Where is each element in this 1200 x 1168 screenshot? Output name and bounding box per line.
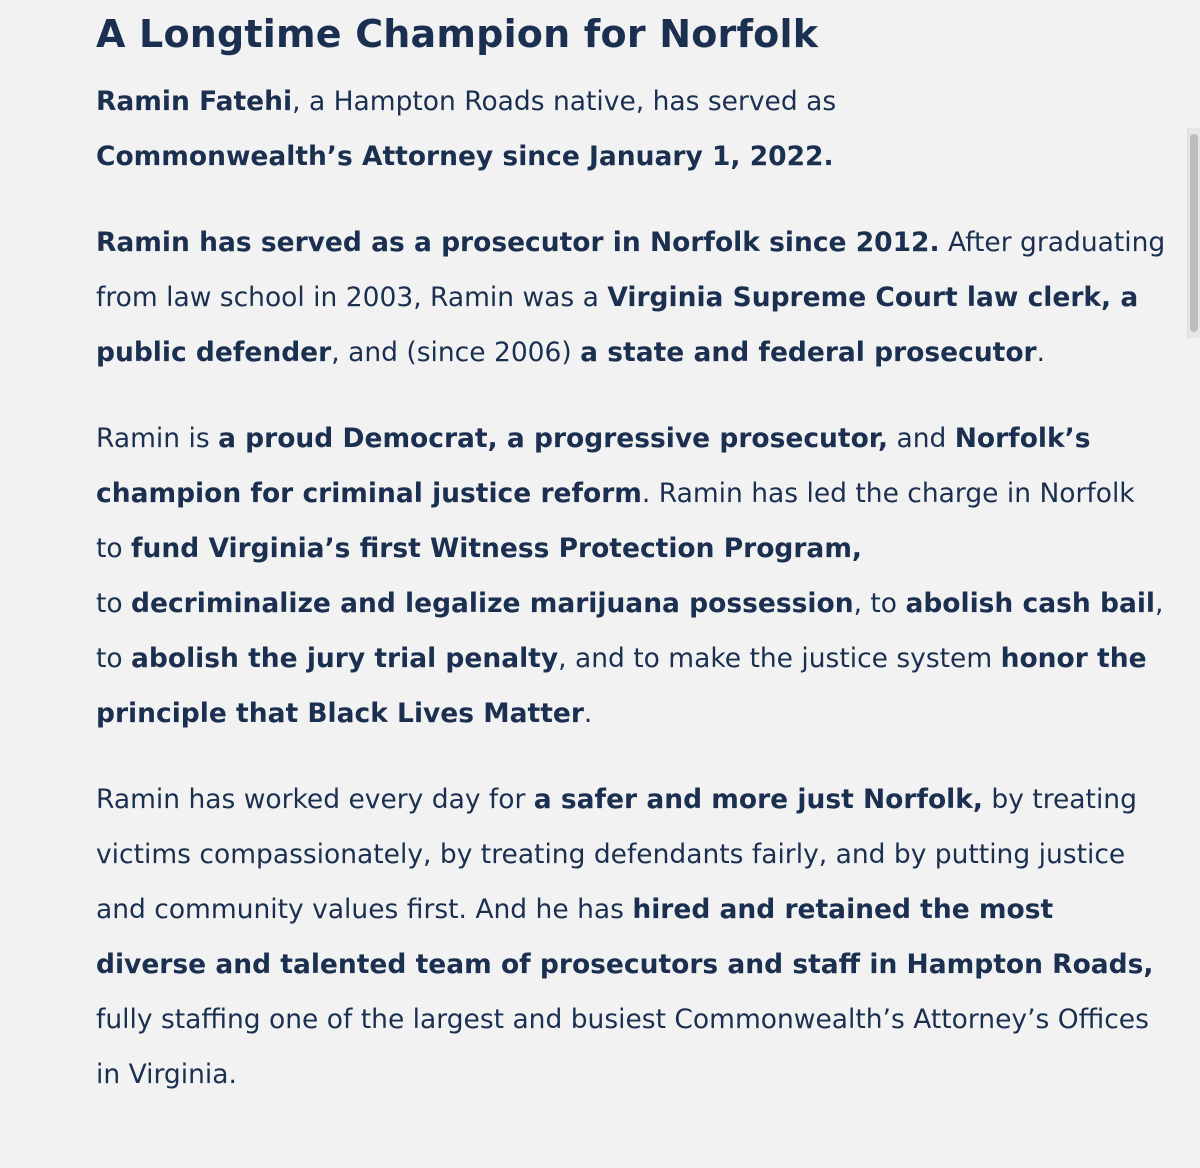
text-segment: honor the principle that Black Lives Matter xyxy=(96,643,1147,729)
text-segment: , to xyxy=(853,588,906,619)
text-segment: Norfolk’s champion for criminal justice reform xyxy=(96,423,1091,509)
article-content xyxy=(96,8,1166,1133)
text-segment: . Ramin has led the charge in Norfolk to xyxy=(96,478,1135,564)
text-segment: Ramin Fatehi xyxy=(96,86,293,117)
text-segment: by treating victims compassionately, by treating defendants fairly, and by putting justice and community values first. And he has xyxy=(96,784,1137,925)
text-segment: Commonwealth’s Attorney since January 1, 2022. xyxy=(96,141,834,172)
text-segment: Ramin has served as a prosecutor in Norfolk since 2012. xyxy=(96,227,940,258)
text-segment: fund Virginia’s first Witness Protection Program, xyxy=(131,533,862,564)
text-segment: hired and retained the most diverse and talented team of prosecutors and staff in Hampton Roads, xyxy=(96,894,1154,980)
vertical-scrollbar[interactable] xyxy=(1187,128,1200,338)
scrollbar-thumb[interactable] xyxy=(1190,134,1198,332)
text-segment: fully staffing one of the largest and busiest Commonwealth’s Attorney’s Offices in Virginia. xyxy=(96,1004,1149,1090)
text-segment: a safer and more just Norfolk, xyxy=(533,784,983,815)
text-segment: Ramin has worked every day for xyxy=(96,784,534,815)
paragraph-team xyxy=(96,772,1166,1102)
text-segment: , and to make the justice system xyxy=(558,643,1001,674)
paragraph-career xyxy=(96,215,1166,380)
text-segment: After graduating from law school in 2003, Ramin was a xyxy=(96,227,1166,313)
text-segment: abolish cash bail xyxy=(905,588,1156,619)
page-title: A Longtime Champion for Norfolk xyxy=(96,12,819,56)
text-segment: , and (since 2006) xyxy=(331,337,581,368)
text-segment: . xyxy=(1036,337,1046,368)
text-segment: a proud Democrat, a progressive prosecutor, xyxy=(218,423,889,454)
text-segment: and xyxy=(888,423,955,454)
text-segment: a state and federal prosecutor xyxy=(580,337,1037,368)
text-segment: , to xyxy=(96,588,1164,674)
text-segment: Virginia Supreme Court law clerk, a public defender xyxy=(96,282,1139,368)
text-segment: Ramin is xyxy=(96,423,219,454)
text-segment: , a Hampton Roads native, has served as xyxy=(292,86,837,117)
text-segment: decriminalize and legalize marijuana possession xyxy=(131,588,854,619)
text-segment: to xyxy=(96,588,132,619)
text-segment: abolish the jury trial penalty xyxy=(131,643,559,674)
text-segment: . xyxy=(583,698,593,729)
paragraph-intro xyxy=(96,74,1166,184)
paragraph-reform xyxy=(96,411,1166,741)
